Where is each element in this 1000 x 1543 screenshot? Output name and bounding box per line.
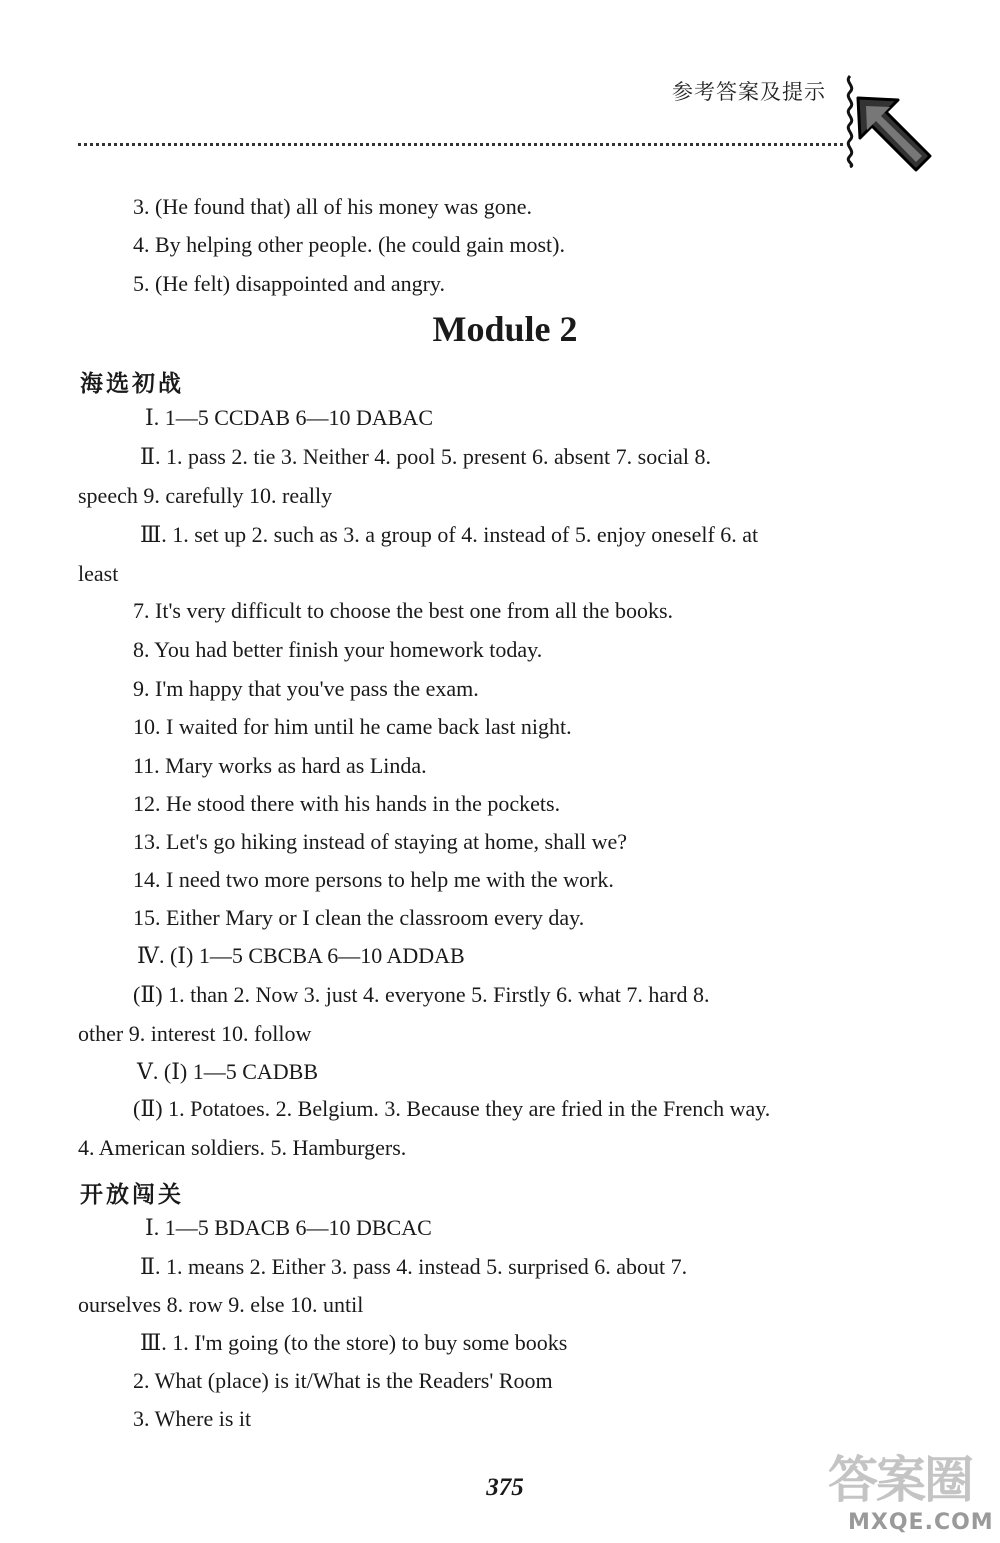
answer-line: 7. It's very difficult to choose the best one from all the books. (133, 598, 673, 623)
answer-line: Ⅰ. 1—5 CCDAB 6—10 DABAC (145, 405, 433, 430)
answer-line: Ⅱ. 1. means 2. Either 3. pass 4. instead 5. surprised 6. about 7. (140, 1254, 688, 1279)
answer-line: (Ⅱ) 1. Potatoes. 2. Belgium. 3. Because they are fried in the French way. (133, 1096, 771, 1121)
answer-line: 3. (He found that) all of his money was gone. (133, 194, 532, 219)
answer-line: 14. I need two more persons to help me with the work. (133, 867, 614, 892)
answer-line: Ⅰ. 1—5 BDACB 6—10 DBCAC (145, 1215, 432, 1240)
answer-line: 2. What (place) is it/What is the Readers' Room (133, 1368, 553, 1393)
answer-line: Ⅲ. 1. set up 2. such as 3. a group of 4. instead of 5. enjoy oneself 6. at (140, 522, 759, 547)
answer-line: 11. Mary works as hard as Linda. (133, 753, 427, 778)
answer-line: other 9. interest 10. follow (78, 1021, 312, 1046)
module-title: Module 2 (432, 309, 578, 349)
answer-line: 15. Either Mary or I clean the classroom every day. (133, 905, 585, 930)
section-heading: 开放闯关 (80, 1182, 184, 1208)
answer-line: speech 9. carefully 10. really (78, 483, 333, 508)
section-heading: 海选初战 (80, 371, 184, 397)
answer-line: ourselves 8. row 9. else 10. until (78, 1292, 364, 1317)
answer-line: least (78, 561, 119, 586)
answer-line: 10. I waited for him until he came back last night. (133, 714, 572, 739)
answer-line: Ⅱ. 1. pass 2. tie 3. Neither 4. pool 5. present 6. absent 7. social 8. (140, 444, 711, 469)
arrow-icon (852, 92, 934, 174)
answer-line: Ⅲ. 1. I'm going (to the store) to buy some books (140, 1330, 568, 1355)
answer-line: 9. I'm happy that you've pass the exam. (133, 676, 479, 701)
answer-line: (Ⅱ) 1. than 2. Now 3. just 4. everyone 5. Firstly 6. what 7. hard 8. (133, 982, 710, 1007)
answer-line: 3. Where is it (133, 1406, 252, 1431)
answer-line: Ⅴ. (Ⅰ) 1—5 CADBB (137, 1059, 319, 1084)
answer-line: Ⅳ. (Ⅰ) 1—5 CBCBA 6—10 ADDAB (137, 943, 465, 968)
answer-line: 8. You had better finish your homework today. (133, 637, 543, 662)
watermark-url: MXQE.COM (848, 1510, 994, 1535)
header-divider (78, 143, 843, 146)
watermark-logo: 答案圈 (828, 1451, 972, 1509)
watermark (828, 1440, 996, 1540)
answer-line: 5. (He felt) disappointed and angry. (133, 271, 445, 296)
page-number: 375 (486, 1474, 524, 1501)
header-title: 参考答案及提示 (672, 80, 826, 104)
answer-line: 13. Let's go hiking instead of staying at home, shall we? (133, 829, 627, 854)
answer-line: 4. American soldiers. 5. Hamburgers. (78, 1135, 407, 1160)
answer-line: 4. By helping other people. (he could gain most). (133, 232, 565, 257)
answer-line: 12. He stood there with his hands in the pockets. (133, 791, 561, 816)
